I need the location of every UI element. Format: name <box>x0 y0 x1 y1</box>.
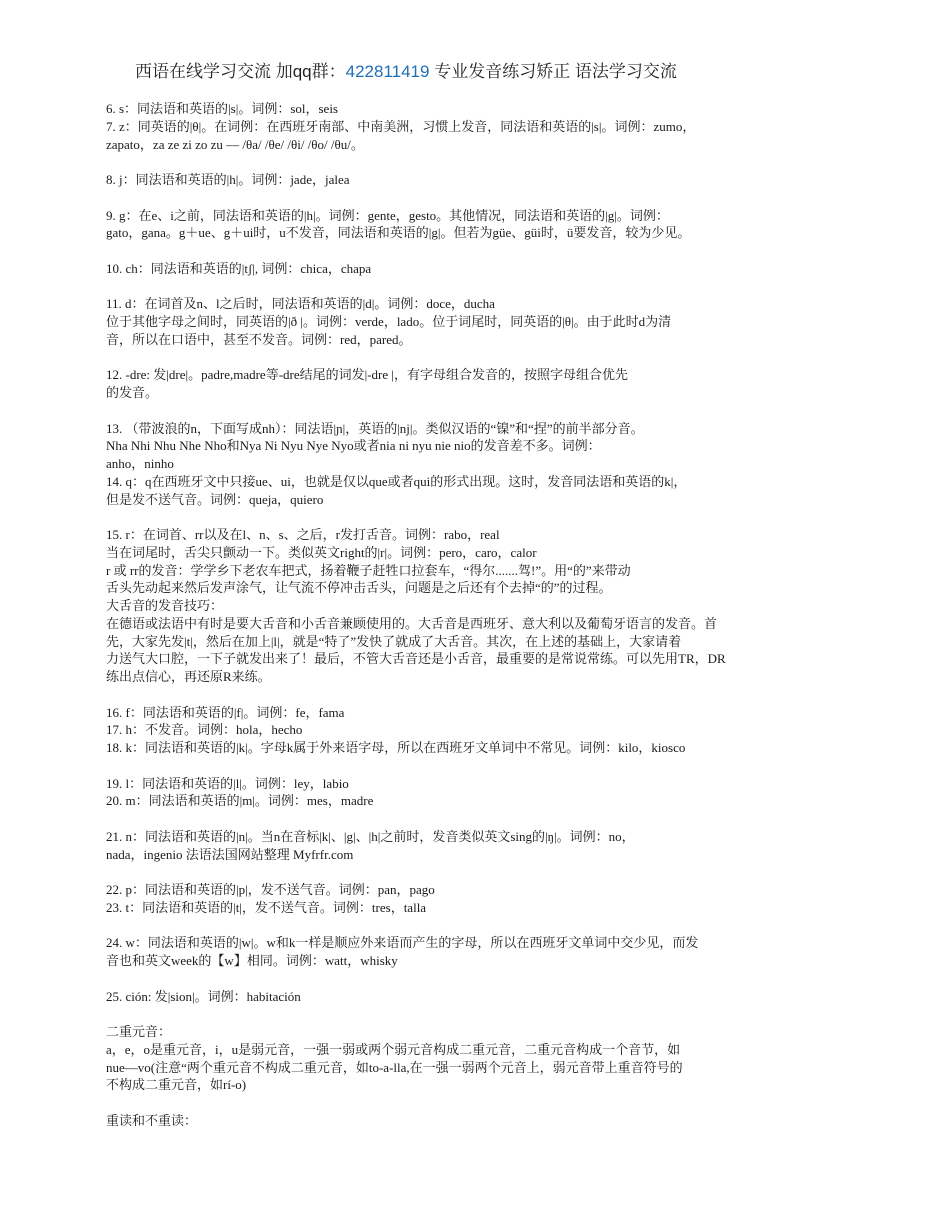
text-line: 9. g：在e、i之前，同法语和英语的|h|。词例：gente，gesto。其他情况，同法语和英语的|g|。词例： <box>106 207 669 223</box>
text-line: 重读和不重读： <box>106 1112 198 1128</box>
text-line: r 或 rr的发音：学学乡下老农车把式，扬着鞭子赶牲口拉套车，“得尔.......驾!”。用“的”来带动 <box>106 562 631 578</box>
text-line: 13. （带波浪的n，下面写成nh）：同法语|ɲ|，英语的|nj|。类似汉语的“镍”和“捏”的前半部分音。 <box>106 420 644 436</box>
text-line: gato，gana。g＋ue、g＋ui时，u不发音，同法语和英语的|g|。但若为güe、güi时，ü要发音，较为少见。 <box>106 225 691 241</box>
text-line: 16. f：同法语和英语的|f|。词例：fe，fama <box>106 704 345 720</box>
text-line: 8. j：同法语和英语的|h|。词例：jade，jalea <box>106 172 350 187</box>
text-line: 位于其他字母之间时，同英语的|ð |。词例：verde，lado。位于词尾时，同英语的|θ|。由于此时d为清 <box>106 314 672 329</box>
text-line: 21. n：同法语和英语的|n|。当n在音标|k|、|g|、|h|之前时，发音类似英文sing的|ŋ|。词例：no， <box>106 828 635 844</box>
blank-line <box>106 917 846 935</box>
blank-line <box>106 1005 846 1023</box>
blank-line <box>106 153 846 171</box>
text-line: 10. ch：同法语和英语的|tʃ|, 词例：chica，chapa <box>106 260 372 276</box>
text-line: 23. t：同法语和英语的|t|，发不送气音。词例：tres，talla <box>106 899 427 915</box>
text-line: 但是发不送气音。词例：queja，quiero <box>106 491 324 507</box>
header-suffix: 专业发音练习矫正 语法学习交流 <box>429 62 677 81</box>
text-line: 24. w：同法语和英语的|w|。w和k一样是顺应外来语而产生的字母，所以在西班牙文单词中交少见，而发 <box>106 935 699 951</box>
text-line: 在德语或法语中有时是要大舌音和小舌音兼顾使用的。大舌音是西班牙、意大利以及葡萄牙语言的发音。首 <box>106 615 718 631</box>
text-line: nue—vo(注意“两个重元音不构成二重元音，如to-a-lla,在一强一弱两个元音上，弱元音带上重音符号的 <box>106 1059 683 1075</box>
text-line: 练出点信心，再还原R来练。 <box>106 669 271 684</box>
qq-group-number: 422811419 <box>345 62 430 81</box>
text-line: 舌头先动起来然后发声涂气，让气流不停冲击舌头，问题是之后还有个去掉“的”的过程。 <box>106 580 612 596</box>
page-header <box>135 57 677 82</box>
text-line: 当在词尾时，舌尖只颤动一下。类似英文right的|r|。词例：pero，caro，calor <box>106 544 537 560</box>
text-line: 17. h：不发音。词例：hola，hecho <box>106 722 303 738</box>
text-line: 19. l：同法语和英语的|l|。词例：ley，labio <box>106 775 349 791</box>
text-line: 力送气大口腔，一下子就发出来了！最后，不管大舌音还是小舌音，最重要的是常说常练。可以先用TR，DR <box>106 651 726 667</box>
text-line: 音也和英文week的【w】相同。词例：watt，whisky <box>106 953 398 968</box>
text-line: 18. k：同法语和英语的|k|。字母k属于外来语字母，所以在西班牙文单词中不常见。词例：kilo，kiosco <box>106 740 686 755</box>
text-line: 22. p：同法语和英语的|p|，发不送气音。词例：pan，pago <box>106 882 435 897</box>
header-prefix: 西语在线学习交流 加qq群： <box>135 62 346 81</box>
text-line: 12. -dre: 发|dre|。padre,madre等-dre结尾的词发|-dre |，有字母组合发音的，按照字母组合优先 <box>106 367 629 383</box>
text-line: 音，所以在口语中，甚至不发音。词例：red，pared。 <box>106 331 412 347</box>
blank-line <box>106 349 846 367</box>
blank-line <box>106 1094 846 1112</box>
blank-line <box>106 863 846 881</box>
document-body <box>106 100 846 1130</box>
blank-line <box>106 686 846 704</box>
text-line: 不构成二重元音，如rí-o) <box>106 1077 247 1093</box>
text-line: 14. q：q在西班牙文中只接ue、ui，也就是仅以que或者qui的形式出现。这时，发音同法语和英语的k|， <box>106 473 687 489</box>
text-line: zapato，za ze zi zo zu — /θa/ /θe/ /θi/ /θo/ /θu/。 <box>106 136 364 152</box>
text-line: 20. m：同法语和英语的|m|。词例：mes，madre <box>106 793 374 809</box>
blank-line <box>106 810 846 828</box>
blank-line <box>106 189 846 207</box>
blank-line <box>106 757 846 775</box>
blank-line <box>106 278 846 296</box>
text-line: nada，ingenio 法语法国网站整理 Myfrfr.com <box>106 846 354 862</box>
blank-line <box>106 242 846 260</box>
text-line: 先，大家先发|t|，然后在加上|l|，就是“特了”发快了就成了大舌音。其次，在上述的基础上，大家请着 <box>106 633 682 649</box>
blank-line <box>106 508 846 526</box>
text-line: 的发音。 <box>106 385 159 400</box>
text-line: 大舌音的发音技巧： <box>106 598 224 613</box>
text-line: 25. ción: 发|sion|。词例：habitación <box>106 988 301 1004</box>
text-line: 二重元音： <box>106 1024 172 1039</box>
text-line: Nha Nhi Nhu Nhe Nho和Nya Ni Nyu Nye Nyo或者nia ni nyu nie nio的发音差不多。词例： <box>106 438 601 454</box>
text-line: a，e，o是重元音，i，u是弱元音，一强一弱或两个弱元音构成二重元音，二重元音构成一个音节，如 <box>106 1041 681 1057</box>
text-line: 11. d：在词首及n、l之后时，同法语和英语的|d|。词例：doce，ducha <box>106 296 495 312</box>
text-line: 6. s：同法语和英语的|s|。词例：sol，seis <box>106 101 338 116</box>
blank-line <box>106 970 846 988</box>
text-line: 7. z：同英语的|θ|。在词例：在西班牙南部、中南美洲，习惯上发音，同法语和英语的|s|。词例：zumo， <box>106 118 696 134</box>
text-line: anho，ninho <box>106 456 174 471</box>
text-line: 15. r：在词首、rr以及在l、n、s、之后，r发打舌音。词例：rabo，real <box>106 527 500 542</box>
blank-line <box>106 402 846 420</box>
